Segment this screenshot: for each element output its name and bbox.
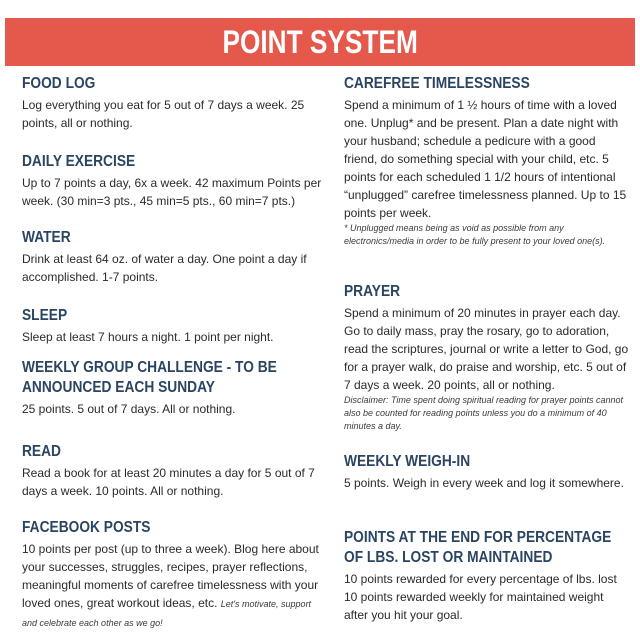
section-points-at-end [344,528,629,624]
section-heading: WATER [22,229,71,246]
section-note: * Unplugged means being as void as possible from any electronics/media in order to be fully present to your loved one(s). [344,223,606,246]
section-prayer [344,282,629,452]
section-note: Disclaimer: Time spent doing spiritual reading for prayer points cannot also be counted for reading points unless you do a minimum of 40 minutes a day. [344,395,624,431]
section-heading: WEEKLY WEIGH-IN [344,453,471,470]
page-title: POINT SYSTEM [222,23,418,60]
section-sleep [22,306,322,358]
section-body: Sleep at least 7 hours a night. 1 point per night. [22,330,274,344]
section-read [22,442,322,518]
section-note: Let's motivate, support and celebrate each other as we go! [22,599,312,628]
section-body-text: 10 points per post (up to three a week). Blog here about your successes, struggles, recipes, prayer reflections, meaningful moments of carefree timelessness with your loved ones, great workout ideas, etc. [22,542,319,610]
section-heading: PRAYER [344,283,401,300]
section-body: Read a book for at least 20 minutes a day for 5 out of 7 days a week. 10 points. All or nothing. [22,466,315,498]
section-weekly-weigh-in [344,452,629,528]
section-body: Spend a minimum of 1 ½ hours of time with a loved one. Unplug* and be present. Plan a date night with your husband; schedule a pedicure with a good friend, do something special with your child, etc. 5 points for each scheduled 1 1/2 hours of intentional “unplugged” carefree timelessness planned. Up to 15 points per week. [344,98,627,220]
section-heading: FACEBOOK POSTS [22,519,151,536]
section-body: 25 points. 5 out of 7 days. All or nothing. [22,402,236,416]
section-heading: CAREFREE TIMELESSNESS [344,75,530,92]
section-weekly-group-challenge [22,358,322,442]
section-body: Log everything you eat for 5 out of 7 days a week. 25 points, all or nothing. [22,98,305,130]
section-facebook-posts [22,518,322,632]
section-body: Drink at least 64 oz. of water a day. One point a day if accomplished. 1-7 points. [22,252,307,284]
section-carefree-timelessness [344,74,629,282]
section-food-log [22,74,322,152]
left-column [22,74,322,632]
section-heading: POINTS AT THE END FOR PERCENTAGE OF LBS. LOST OR MAINTAINED [344,529,612,566]
section-daily-exercise [22,152,322,228]
right-column [344,74,629,624]
section-water [22,228,322,306]
section-heading: SLEEP [22,307,68,324]
section-body: 5 points. Weigh in every week and log it somewhere. [344,476,624,490]
section-heading: FOOD LOG [22,75,96,92]
title-banner [5,18,635,66]
section-heading: READ [22,443,61,460]
section-heading: DAILY EXERCISE [22,153,136,170]
section-heading: WEEKLY GROUP CHALLENGE - TO BE ANNOUNCED EACH SUNDAY [22,359,277,396]
section-body: Spend a minimum of 20 minutes in prayer each day. Go to daily mass, pray the rosary, go to adoration, read the scriptures, journal or write a letter to God, go for a prayer walk, do praise and worship, etc. 5 out of 7 days a week. 20 points, all or nothing. [344,306,629,392]
section-body [22,540,322,632]
section-body: 10 points rewarded for every percentage of lbs. lost 10 points rewarded weekly for maintained weight after you hit your goal. [344,572,617,622]
section-body: Up to 7 points a day, 6x a week. 42 maximum Points per week. (30 min=3 pts., 45 min=5 pts., 60 min=7 pts.) [22,176,322,208]
